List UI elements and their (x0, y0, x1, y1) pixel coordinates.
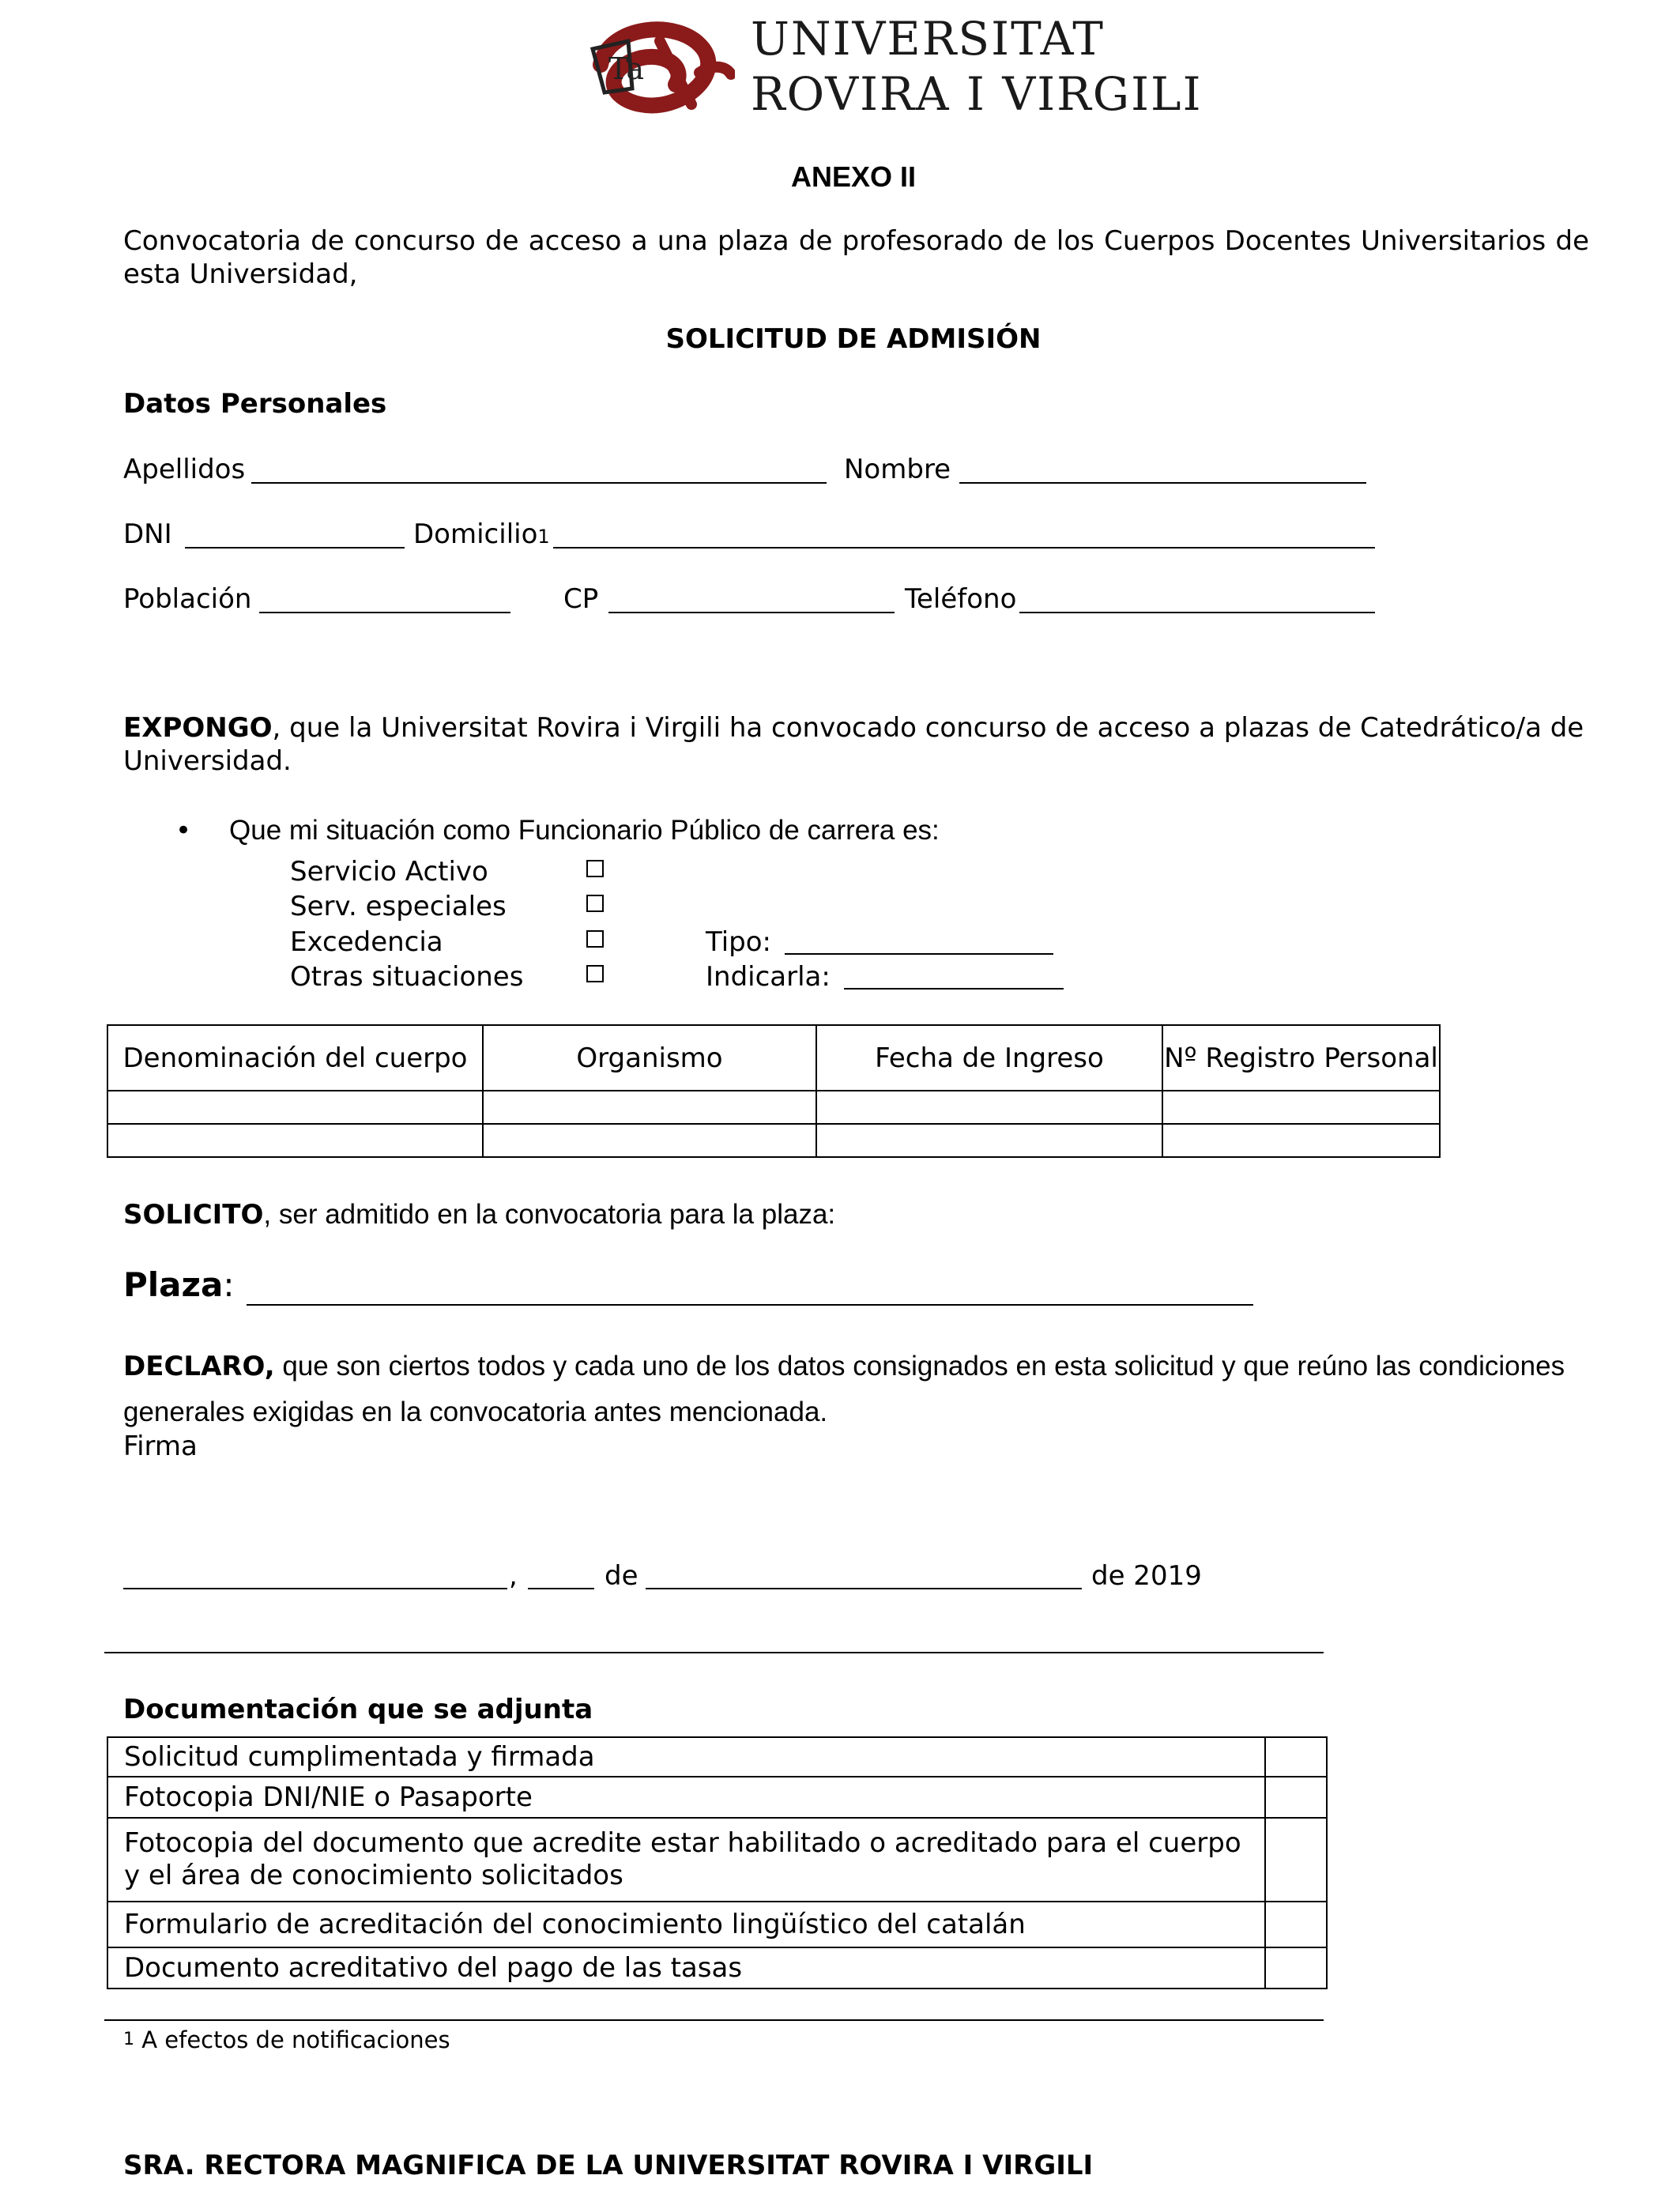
cp-field[interactable] (608, 612, 895, 613)
poblacion-label: Población (123, 583, 252, 615)
list-item (107, 1818, 1327, 1902)
checkbox-excedencia[interactable] (586, 930, 604, 948)
tipo-field[interactable] (785, 953, 1053, 955)
col-registro-personal: Nº Registro Personal (1162, 1025, 1440, 1091)
expongo-paragraph: EXPONGO, que la Universitat Rovira i Virgili ha convocado concurso de acceso a plazas de Catedrático/a de Universidad. (123, 712, 1584, 777)
list-item (107, 1737, 1327, 1777)
date-comma: , (509, 1560, 518, 1592)
addressee: SRA. RECTORA MAGNIFICA DE LA UNIVERSITAT ROVIRA I VIRGILI (123, 2150, 1094, 2181)
indicarla-field[interactable] (844, 988, 1064, 990)
doc-check-cell[interactable] (1265, 1818, 1327, 1902)
col-fecha-ingreso: Fecha de Ingreso (816, 1025, 1162, 1091)
option-serv-especiales: Serv. especiales (290, 891, 507, 922)
doc-check-cell[interactable] (1265, 1737, 1327, 1777)
option-servicio-activo: Servicio Activo (290, 856, 488, 888)
university-logo-mark (585, 17, 735, 120)
doc-check-cell[interactable] (1265, 1777, 1327, 1818)
annex-title: ANEXO II (790, 160, 917, 193)
list-item (107, 1777, 1327, 1818)
poblacion-field[interactable] (259, 612, 510, 613)
table-cell[interactable] (1162, 1124, 1440, 1157)
apellidos-field[interactable] (251, 482, 827, 484)
situacion-lead: Que mi situación como Funcionario Público de carrera es: (229, 815, 940, 846)
checkbox-servicio-activo[interactable] (586, 860, 604, 877)
table-cell[interactable] (1162, 1091, 1440, 1124)
logo-line-1: UNIVERSITAT (751, 12, 1105, 66)
nombre-field[interactable] (959, 482, 1366, 484)
dni-label: DNI (123, 518, 172, 550)
dni-field[interactable] (185, 547, 405, 548)
footnote-ref: 1 (537, 526, 550, 548)
doc-check-cell[interactable] (1265, 1947, 1327, 1989)
date-year-label: de 2019 (1091, 1560, 1202, 1592)
plaza-label: Plaza: (123, 1265, 235, 1304)
plaza-field[interactable] (247, 1304, 1253, 1306)
intro-paragraph: Convocatoria de concurso de acceso a una plaza de profesorado de los Cuerpos Docentes Universitarios de esta Universidad, (123, 225, 1589, 290)
logo-line-2: ROVIRA I VIRGILI (751, 67, 1203, 121)
place-field[interactable] (123, 1588, 507, 1589)
nombre-label: Nombre (844, 454, 951, 485)
bullet: • (175, 815, 192, 846)
doc-check-cell[interactable] (1265, 1902, 1327, 1947)
footnote: $^1$ A efectos de notificaciones (123, 2026, 450, 2053)
list-item (107, 1947, 1327, 1989)
doc-item-label: Fotocopia del documento que acredite estar habilitado o acreditado para el cuerpo y el área de conocimiento solicitados (107, 1818, 1265, 1902)
table-cell[interactable] (483, 1091, 816, 1124)
declaro-paragraph: DECLARO, que son ciertos todos y cada uno de los datos consignados en esta solicitud y que reúno las condiciones generales exigidas en la convocatoria antes mencionada. (123, 1351, 1565, 1427)
cuerpo-table (107, 1024, 1441, 1158)
col-organismo: Organismo (483, 1025, 816, 1091)
docs-heading: Documentación que se adjunta (123, 1694, 593, 1725)
date-de-label: de (605, 1560, 638, 1592)
month-field[interactable] (646, 1588, 1082, 1589)
table-row (107, 1124, 1440, 1157)
doc-item-label: Documento acreditativo del pago de las tasas (107, 1947, 1265, 1989)
day-field[interactable] (528, 1588, 594, 1589)
separator-line (104, 1652, 1324, 1653)
doc-item-label: Fotocopia DNI/NIE o Pasaporte (107, 1777, 1265, 1818)
option-excedencia: Excedencia (290, 926, 443, 958)
tipo-label: Tipo: (706, 926, 772, 958)
firma-label: Firma (123, 1431, 198, 1462)
table-cell[interactable] (107, 1124, 483, 1157)
solicito-paragraph: SOLICITO, ser admitido en la convocatoria para la plaza: (123, 1199, 836, 1231)
option-otras-situaciones: Otras situaciones (290, 961, 524, 993)
personal-data-heading: Datos Personales (123, 388, 387, 420)
list-item (107, 1902, 1327, 1947)
table-cell[interactable] (816, 1124, 1162, 1157)
telefono-field[interactable] (1019, 612, 1375, 613)
indicarla-label: Indicarla: (706, 961, 831, 993)
telefono-label: Teléfono (905, 583, 1017, 615)
domicilio-label: Domicilio1 (413, 518, 550, 550)
docs-table (107, 1736, 1328, 1989)
svg-text:Ta: Ta (608, 51, 645, 86)
university-logo-text (751, 11, 1202, 122)
cp-label: CP (563, 583, 599, 615)
doc-item-label: Solicitud cumplimentada y firmada (107, 1737, 1265, 1777)
table-cell[interactable] (107, 1091, 483, 1124)
table-cell[interactable] (816, 1091, 1162, 1124)
domicilio-field[interactable] (553, 547, 1375, 548)
doc-item-label: Formulario de acreditación del conocimiento lingüístico del catalán (107, 1902, 1265, 1947)
apellidos-label: Apellidos (123, 454, 246, 485)
checkbox-otras-situaciones[interactable] (586, 965, 604, 982)
checkbox-serv-especiales[interactable] (586, 895, 604, 912)
table-row (107, 1091, 1440, 1124)
table-cell[interactable] (483, 1124, 816, 1157)
col-denominacion: Denominación del cuerpo (107, 1025, 483, 1091)
form-title: SOLICITUD DE ADMISIÓN (665, 323, 1042, 355)
footnote-separator (104, 2019, 1324, 2021)
